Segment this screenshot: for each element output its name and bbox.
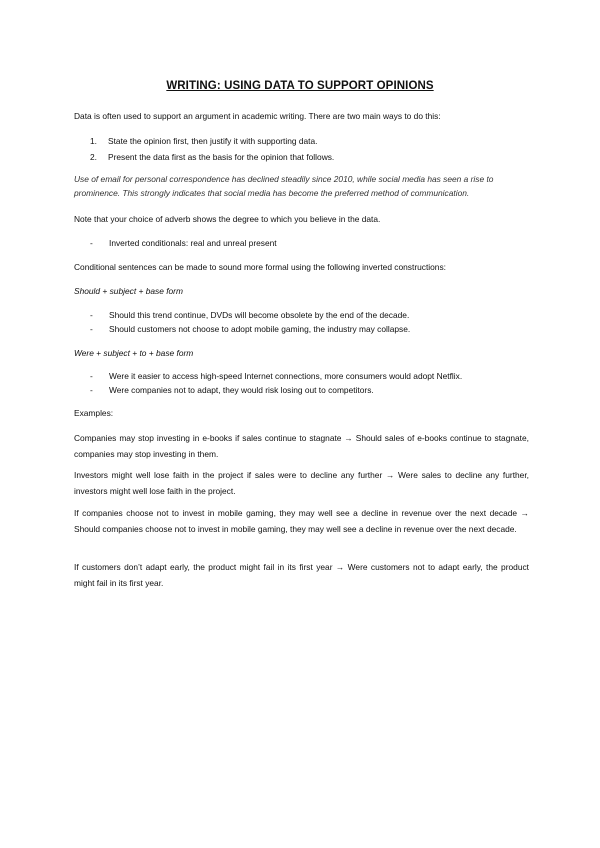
example-2: Investors might well lose faith in the project if sales were to decline any further → Were sales to decline any further, investors might well lose faith in the project. bbox=[74, 470, 529, 496]
list-text: Present the data first as the basis for the opinion that follows. bbox=[108, 152, 335, 162]
list-number: 1. bbox=[90, 136, 97, 146]
dash-marker: - bbox=[90, 385, 93, 395]
list-number: 2. bbox=[90, 152, 97, 162]
list-text: State the opinion first, then justify it with supporting data. bbox=[108, 136, 318, 146]
bullet-inverted-conditionals bbox=[90, 236, 277, 250]
were-form-heading: Were + subject + to + base form bbox=[74, 348, 194, 358]
conditional-intro: Conditional sentences can be made to sound more formal using the following inverted constructions: bbox=[74, 262, 446, 272]
were-example-2 bbox=[90, 383, 374, 397]
dash-marker: - bbox=[90, 324, 93, 334]
bullet-text: Should customers not choose to adopt mobile gaming, the industry may collapse. bbox=[109, 324, 411, 334]
italic-example-paragraph: Use of email for personal correspondence has declined steadily since 2010, while social media has seen a rise to prominence. This strongly indicates that social media has become the preferred method of communication. bbox=[74, 174, 494, 198]
bullet-text: Should this trend continue, DVDs will become obsolete by the end of the decade. bbox=[109, 310, 410, 320]
examples-label: Examples: bbox=[74, 408, 114, 418]
were-example-1 bbox=[90, 369, 462, 383]
adverb-note: Note that your choice of adverb shows the degree to which you believe in the data. bbox=[74, 214, 381, 224]
dash-marker: - bbox=[90, 238, 93, 248]
ways-list-item-2 bbox=[90, 149, 334, 165]
should-example-1 bbox=[90, 308, 409, 322]
example-3: If companies choose not to invest in mobile gaming, they may well see a decline in revenue over the next decade → Should companies choose not to invest in mobile gaming, they may well see a decline in revenue over the next decade. bbox=[74, 508, 529, 534]
ways-list-item-1 bbox=[90, 133, 318, 149]
should-form-heading: Should + subject + base form bbox=[74, 286, 183, 296]
bullet-text: Were companies not to adapt, they would risk losing out to competitors. bbox=[109, 385, 374, 395]
intro-paragraph: Data is often used to support an argument in academic writing. There are two main ways to do this: bbox=[74, 111, 441, 121]
bullet-text: Inverted conditionals: real and unreal present bbox=[109, 238, 277, 248]
should-example-2 bbox=[90, 322, 410, 336]
page-title: WRITING: USING DATA TO SUPPORT OPINIONS bbox=[166, 80, 434, 92]
example-4: If customers don’t adapt early, the product might fail in its first year → Were customers not to adapt early, the product might fail in its first year. bbox=[74, 562, 529, 588]
bullet-text: Were it easier to access high-speed Internet connections, more consumers would adopt Netflix. bbox=[109, 371, 463, 381]
example-1: Companies may stop investing in e-books if sales continue to stagnate → Should sales of e-books continue to stagnate, companies may stop investing in them. bbox=[74, 433, 529, 459]
dash-marker: - bbox=[90, 371, 93, 381]
dash-marker: - bbox=[90, 310, 93, 320]
